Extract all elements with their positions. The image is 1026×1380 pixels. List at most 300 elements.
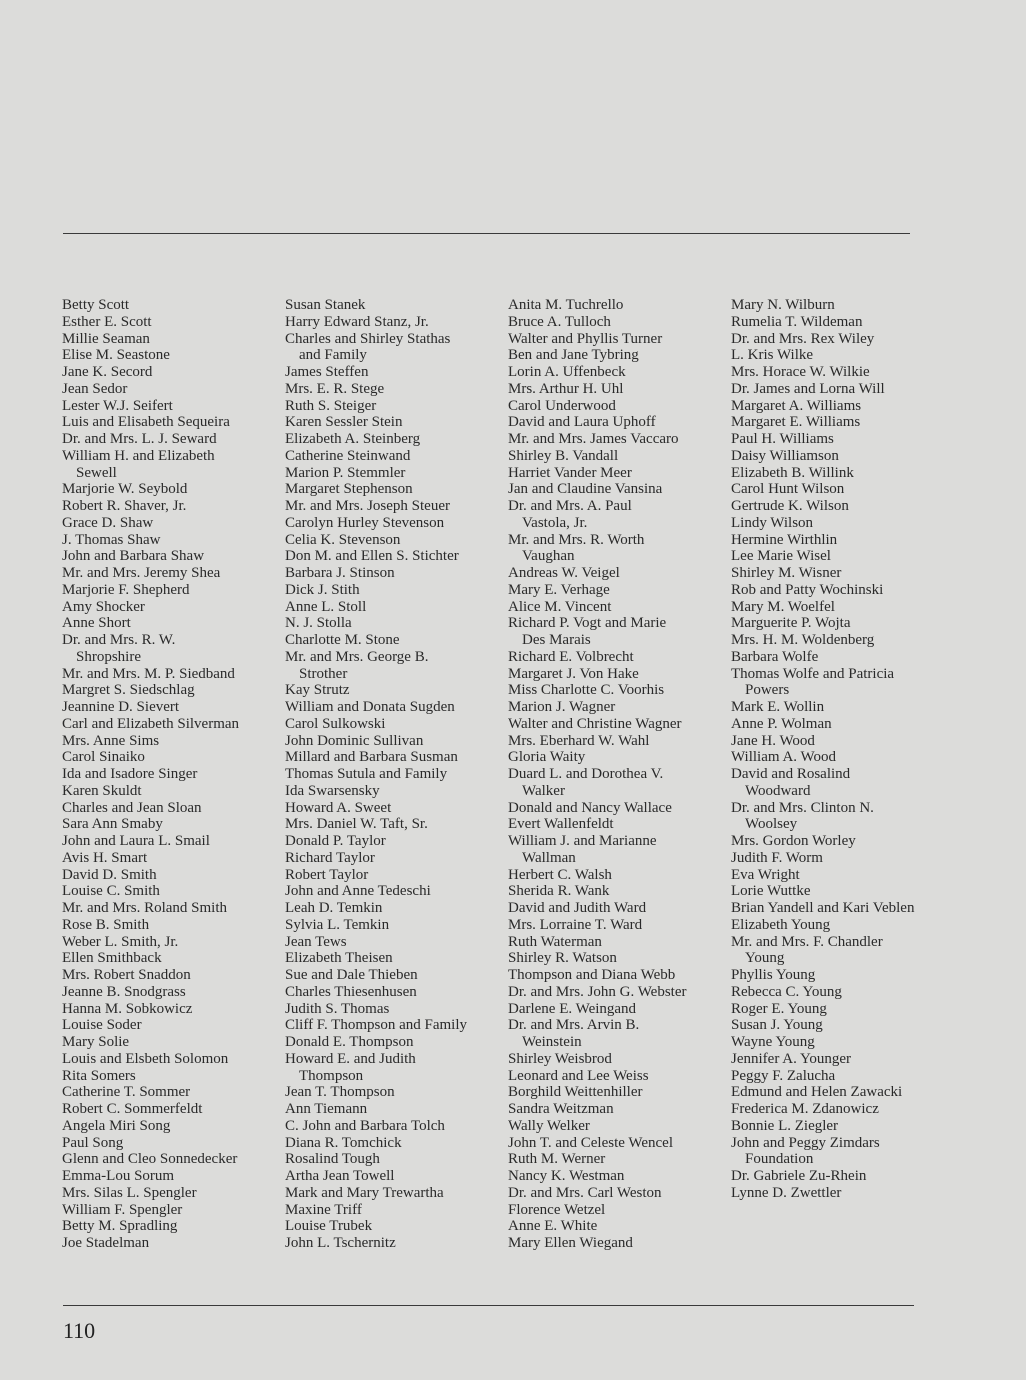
donor-name-line: Grace D. Shaw xyxy=(62,514,154,531)
donor-name-continuation: and Family xyxy=(299,347,367,364)
donor-entry xyxy=(508,565,687,582)
donor-name-line: Ben and Jane Tybring xyxy=(508,347,639,364)
donor-name-line: Mary N. Wilburn xyxy=(731,297,835,313)
donor-name-line: Robert C. Sommerfeldt xyxy=(62,1101,203,1117)
donor-name-line: Thomas Sutula and Family xyxy=(285,766,448,782)
donor-entry xyxy=(731,733,914,750)
donor-name-line: Walter and Phyllis Turner xyxy=(508,330,663,347)
donor-name-line: Jeannine D. Sievert xyxy=(62,699,180,715)
donor-entry xyxy=(62,1017,239,1034)
donor-name-line: Amy Shocker xyxy=(62,598,145,615)
donor-entry xyxy=(62,783,239,800)
donor-name-line: Gloria Waity xyxy=(508,749,586,766)
donor-name-line: Gertrude K. Wilson xyxy=(731,498,849,514)
donor-entry xyxy=(285,1235,467,1252)
donor-entry xyxy=(508,867,687,884)
donor-name-line: Sherida R. Wank xyxy=(508,883,610,900)
donor-entry xyxy=(731,364,914,381)
donor-name-continuation: Walker xyxy=(522,782,565,799)
donor-entry xyxy=(285,1202,467,1219)
donor-name-line: Dr. James and Lorna Will xyxy=(731,380,885,397)
donor-entry xyxy=(731,465,914,482)
donor-name-line: Mark and Mary Trewartha xyxy=(285,1184,444,1201)
donor-entry xyxy=(508,917,687,934)
donor-entry xyxy=(285,682,467,699)
donor-entry xyxy=(508,883,687,900)
donor-entry xyxy=(62,582,239,599)
donor-entry xyxy=(285,565,467,582)
donor-name-line: Howard E. and Judith xyxy=(285,1050,416,1067)
donor-entry xyxy=(508,414,687,431)
donor-name-line: William H. and Elizabeth xyxy=(62,447,215,464)
donor-name-line: Mr. and Mrs. F. Chandler xyxy=(731,933,883,950)
donor-entry xyxy=(62,749,239,766)
donor-name-line: Margaret E. Williams xyxy=(731,414,861,431)
donor-entry xyxy=(62,950,239,967)
donor-entry xyxy=(731,632,914,649)
donor-entry xyxy=(62,548,239,565)
donor-name-line: Marguerite P. Wojta xyxy=(731,615,851,632)
donor-entry xyxy=(285,1168,467,1185)
donor-name-line: John and Laura L. Smail xyxy=(62,833,210,849)
donor-name-line: Rebecca C. Young xyxy=(731,983,842,1000)
donor-name-line: John and Peggy Zimdars xyxy=(731,1134,880,1151)
donor-entry xyxy=(285,749,467,766)
donor-name-line: Betty M. Spradling xyxy=(62,1218,178,1235)
donor-entry xyxy=(285,934,467,951)
donor-name-line: C. John and Barbara Tolch xyxy=(285,1117,445,1134)
donor-name-line: Karen Skuldt xyxy=(62,782,142,799)
donor-name-continuation: Strother xyxy=(299,665,348,682)
donor-column-2 xyxy=(285,297,467,1252)
donor-entry xyxy=(285,431,467,448)
donor-column-1 xyxy=(62,297,239,1252)
donor-name-line: Barbara J. Stinson xyxy=(285,565,395,581)
donor-entry xyxy=(731,1001,914,1018)
donor-entry xyxy=(731,716,914,733)
donor-name-line: Mrs. Lorraine T. Ward xyxy=(508,916,643,933)
donor-entry xyxy=(508,1118,687,1135)
donor-name-line: Sue and Dale Thieben xyxy=(285,967,418,983)
donor-name-line: Louise Trubek xyxy=(285,1218,373,1235)
donor-entry xyxy=(731,800,914,834)
donor-name-line: Lorin A. Uffenbeck xyxy=(508,364,626,380)
donor-name-line: Mr. and Mrs. R. Worth xyxy=(508,531,645,548)
donor-name-line: Ruth Waterman xyxy=(508,933,602,950)
donor-entry xyxy=(62,632,239,666)
donor-name-line: David and Laura Uphoff xyxy=(508,414,656,431)
donor-entry xyxy=(62,984,239,1001)
donor-entry xyxy=(285,297,467,314)
donor-entry xyxy=(62,666,239,683)
donor-entry xyxy=(508,465,687,482)
donor-name-line: Betty Scott xyxy=(62,297,130,313)
donor-entry xyxy=(285,1218,467,1235)
donor-column-3 xyxy=(508,297,687,1252)
donor-entry xyxy=(62,816,239,833)
donor-entry xyxy=(62,448,239,482)
donor-name-line: Carol Sinaiko xyxy=(62,749,145,766)
donor-name-continuation: Young xyxy=(745,950,785,967)
donor-name-line: Mr. and Mrs. George B. xyxy=(285,648,429,665)
donor-name-line: Judith F. Worm xyxy=(731,849,823,866)
donor-name-line: Dr. and Mrs. Carl Weston xyxy=(508,1184,662,1201)
donor-entry xyxy=(285,481,467,498)
donor-entry xyxy=(508,1068,687,1085)
donor-entry xyxy=(731,867,914,884)
donor-entry xyxy=(285,649,467,683)
donor-entry xyxy=(62,599,239,616)
donor-name-line: David and Judith Ward xyxy=(508,900,647,916)
donor-entry xyxy=(285,1185,467,1202)
donor-entry xyxy=(62,481,239,498)
donor-entry xyxy=(508,582,687,599)
donor-entry xyxy=(62,1084,239,1101)
donor-name-line: John Dominic Sullivan xyxy=(285,732,424,749)
donor-entry xyxy=(508,1135,687,1152)
donor-entry xyxy=(285,766,467,783)
donor-entry xyxy=(508,1051,687,1068)
donor-name-line: Charles Thiesenhusen xyxy=(285,983,417,1000)
donor-entry xyxy=(285,599,467,616)
donor-name-line: Margaret A. Williams xyxy=(731,397,862,414)
donor-name-line: Marion P. Stemmler xyxy=(285,464,406,481)
donor-name-line: Dr. and Mrs. Arvin B. xyxy=(508,1017,640,1034)
donor-name-line: Shirley Weisbrod xyxy=(508,1050,612,1067)
donor-entry xyxy=(508,900,687,917)
donor-name-line: Sylvia L. Temkin xyxy=(285,916,390,933)
donor-entry xyxy=(62,398,239,415)
donor-entry xyxy=(731,599,914,616)
donor-entry xyxy=(62,381,239,398)
donor-entry xyxy=(508,1185,687,1202)
donor-entry xyxy=(731,666,914,700)
donor-entry xyxy=(731,967,914,984)
donor-name-continuation: Des Marais xyxy=(522,632,591,648)
donor-entry xyxy=(285,1034,467,1051)
donor-name-line: Wayne Young xyxy=(731,1034,815,1050)
donor-name-line: Jennifer A. Younger xyxy=(731,1050,851,1067)
donor-entry xyxy=(285,950,467,967)
donor-name-line: Mr. and Mrs. Joseph Steuer xyxy=(285,498,450,514)
donor-name-line: Mary M. Woelfel xyxy=(731,598,835,615)
donor-name-line: Duard L. and Dorothea V. xyxy=(508,766,664,782)
donor-name-line: Dr. Gabriele Zu-Rhein xyxy=(731,1168,867,1184)
donor-name-line: Mrs. Gordon Worley xyxy=(731,833,856,849)
donor-name-line: John T. and Celeste Wencel xyxy=(508,1134,673,1151)
donor-name-line: Jane K. Secord xyxy=(62,364,153,380)
donor-name-line: Jan and Claudine Vansina xyxy=(508,481,663,498)
donor-name-line: Borghild Weittenhiller xyxy=(508,1084,643,1101)
donor-entry xyxy=(62,1185,239,1202)
donor-name-line: Nancy K. Westman xyxy=(508,1168,625,1184)
donor-entry xyxy=(285,414,467,431)
donor-name-continuation: Woodward xyxy=(745,782,811,799)
donor-name-line: Kay Strutz xyxy=(285,682,350,699)
donor-name-line: William and Donata Sugden xyxy=(285,699,455,715)
donor-name-continuation: Weinstein xyxy=(522,1034,582,1050)
donor-entry xyxy=(62,850,239,867)
donor-name-line: Paul H. Williams xyxy=(731,431,834,447)
donor-name-line: Mary E. Verhage xyxy=(508,581,610,598)
donor-name-line: Bruce A. Tulloch xyxy=(508,313,611,330)
donor-name-line: John and Anne Tedeschi xyxy=(285,883,431,900)
donor-entry xyxy=(508,498,687,532)
donor-entry xyxy=(285,632,467,649)
donor-name-line: Elizabeth B. Willink xyxy=(731,464,854,481)
donor-name-line: Ida and Isadore Singer xyxy=(62,766,198,782)
donor-name-line: Margaret Stephenson xyxy=(285,481,413,498)
donor-entry xyxy=(285,548,467,565)
donor-name-line: Robert R. Shaver, Jr. xyxy=(62,498,187,514)
donor-entry xyxy=(508,314,687,331)
donor-entry xyxy=(285,917,467,934)
donor-entry xyxy=(285,1118,467,1135)
donor-entry xyxy=(285,867,467,884)
donor-name-line: Alice M. Vincent xyxy=(508,598,612,615)
donor-entry xyxy=(285,967,467,984)
donor-entry xyxy=(285,448,467,465)
donor-name-line: Dr. and Mrs. R. W. xyxy=(62,632,176,648)
donor-name-line: Cliff F. Thompson and Family xyxy=(285,1017,468,1034)
donor-name-line: Jean Tews xyxy=(285,933,347,950)
donor-entry xyxy=(731,297,914,314)
donor-entry xyxy=(285,783,467,800)
donor-entry xyxy=(285,1051,467,1085)
donor-entry xyxy=(508,364,687,381)
donor-entry xyxy=(62,800,239,817)
donor-entry xyxy=(508,666,687,683)
donor-name-line: Karen Sessler Stein xyxy=(285,414,403,431)
donor-entry xyxy=(508,800,687,817)
donor-entry xyxy=(508,984,687,1001)
donor-entry xyxy=(731,1168,914,1185)
donor-name-line: Susan J. Young xyxy=(731,1017,823,1034)
donor-name-line: Richard P. Vogt and Marie xyxy=(508,615,667,632)
donor-name-line: Don M. and Ellen S. Stichter xyxy=(285,548,459,565)
donor-name-line: David and Rosalind xyxy=(731,766,851,782)
donor-entry xyxy=(62,1101,239,1118)
donor-entry xyxy=(731,833,914,850)
donor-name-line: Ruth M. Werner xyxy=(508,1151,606,1168)
donor-entry xyxy=(62,1068,239,1085)
donor-entry xyxy=(731,414,914,431)
donor-entry xyxy=(285,1151,467,1168)
donor-entry xyxy=(62,682,239,699)
donor-name-line: Elizabeth Young xyxy=(731,916,831,933)
donor-name-line: Susan Stanek xyxy=(285,297,366,313)
donor-entry xyxy=(508,599,687,616)
donor-name-line: Paul Song xyxy=(62,1134,124,1151)
donor-name-line: Sandra Weitzman xyxy=(508,1101,614,1117)
donor-entry xyxy=(508,816,687,833)
donor-name-line: Louis and Elsbeth Solomon xyxy=(62,1050,229,1067)
donor-entry xyxy=(285,1135,467,1152)
donor-name-line: Shirley M. Wisner xyxy=(731,565,842,581)
donor-entry xyxy=(731,1101,914,1118)
donor-entry xyxy=(62,615,239,632)
donor-entry xyxy=(285,465,467,482)
donor-name-line: Jeanne B. Snodgrass xyxy=(62,983,186,1000)
donor-name-line: Mr. and Mrs. M. P. Siedband xyxy=(62,665,235,682)
donor-entry xyxy=(508,934,687,951)
donor-name-line: Hermine Wirthlin xyxy=(731,531,838,548)
donor-name-line: Edmund and Helen Zawacki xyxy=(731,1084,903,1101)
donor-entry xyxy=(508,431,687,448)
donor-name-line: Howard A. Sweet xyxy=(285,799,392,816)
donor-entry xyxy=(731,766,914,800)
donor-name-line: Marjorie W. Seybold xyxy=(62,481,188,498)
donor-name-line: Judith S. Thomas xyxy=(285,1000,390,1017)
donor-name-line: Dr. and Mrs. Rex Wiley xyxy=(731,330,875,347)
donor-entry xyxy=(285,833,467,850)
donor-entry xyxy=(508,833,687,867)
donor-name-line: Dick J. Stith xyxy=(285,581,360,598)
donor-name-line: Dr. and Mrs. A. Paul xyxy=(508,498,632,514)
donor-name-continuation: Vastola, Jr. xyxy=(522,514,588,531)
donor-entry xyxy=(731,582,914,599)
donor-entry xyxy=(731,1135,914,1169)
donor-name-line: Carol Hunt Wilson xyxy=(731,481,845,498)
donor-name-line: Shirley B. Vandall xyxy=(508,447,619,464)
donor-entry xyxy=(285,984,467,1001)
donor-name-line: Donald E. Thompson xyxy=(285,1034,414,1050)
donor-name-line: Rob and Patty Wochinski xyxy=(731,581,884,598)
donor-entry xyxy=(285,381,467,398)
donor-name-line: Glenn and Cleo Sonnedecker xyxy=(62,1151,238,1168)
donor-name-line: Walter and Christine Wagner xyxy=(508,715,682,732)
donor-name-line: Esther E. Scott xyxy=(62,313,152,330)
donor-entry xyxy=(62,347,239,364)
donor-entry xyxy=(62,716,239,733)
donor-entry xyxy=(731,850,914,867)
donor-entry xyxy=(62,1001,239,1018)
donor-name-line: James Steffen xyxy=(285,364,369,380)
donor-entry xyxy=(62,515,239,532)
donor-name-line: Jean Sedor xyxy=(62,380,128,397)
donor-name-line: Luis and Elisabeth Sequeira xyxy=(62,414,230,431)
donor-entry xyxy=(508,733,687,750)
donor-name-line: Mark E. Wollin xyxy=(731,699,825,715)
donor-name-line: Hanna M. Sobkowicz xyxy=(62,1000,193,1017)
donor-entry xyxy=(62,900,239,917)
donor-entry xyxy=(508,967,687,984)
donor-name-line: Bonnie L. Ziegler xyxy=(731,1117,839,1134)
donor-name-line: Marion J. Wagner xyxy=(508,699,616,715)
donor-name-line: Mrs. E. R. Stege xyxy=(285,380,385,397)
donor-entry xyxy=(731,883,914,900)
donor-entry xyxy=(731,699,914,716)
page-number: 110 xyxy=(63,1318,96,1343)
donor-entry xyxy=(62,532,239,549)
donor-name-line: Elizabeth A. Steinberg xyxy=(285,431,421,447)
donor-entry xyxy=(285,1001,467,1018)
donor-entry xyxy=(62,498,239,515)
donor-entry xyxy=(62,331,239,348)
donor-name-line: Leah D. Temkin xyxy=(285,900,383,916)
donor-entry xyxy=(62,934,239,951)
donor-name-line: Anne L. Stoll xyxy=(285,598,367,615)
donor-name-line: Harry Edward Stanz, Jr. xyxy=(285,313,429,330)
donor-name-line: Lindy Wilson xyxy=(731,514,814,531)
donor-name-line: Celia K. Stevenson xyxy=(285,531,401,548)
donor-entry xyxy=(731,498,914,515)
donor-name-line: Mrs. Horace W. Wilkie xyxy=(731,364,870,380)
donor-name-line: Ida Swarsensky xyxy=(285,782,380,799)
donor-name-line: Lorie Wuttke xyxy=(731,883,811,900)
donor-entry xyxy=(285,615,467,632)
donor-entry xyxy=(62,883,239,900)
donor-entry xyxy=(508,1001,687,1018)
donor-name-line: J. Thomas Shaw xyxy=(62,531,161,548)
donor-name-line: William A. Wood xyxy=(731,749,836,766)
donor-name-line: Charles and Shirley Stathas xyxy=(285,330,451,347)
donor-entry xyxy=(508,481,687,498)
donor-entry xyxy=(62,917,239,934)
donor-name-line: Margaret J. Von Hake xyxy=(508,665,639,682)
donor-entry xyxy=(285,699,467,716)
donor-entry xyxy=(285,883,467,900)
donor-name-line: Mr. and Mrs. Roland Smith xyxy=(62,900,228,916)
donor-entry xyxy=(62,297,239,314)
donor-name-continuation: Foundation xyxy=(745,1151,814,1168)
donor-name-line: Weber L. Smith, Jr. xyxy=(62,933,179,950)
donor-entry xyxy=(731,1068,914,1085)
donor-name-line: Donald P. Taylor xyxy=(285,833,386,849)
donor-name-line: Miss Charlotte C. Voorhis xyxy=(508,682,665,699)
donor-name-line: Richard E. Volbrecht xyxy=(508,648,634,665)
donor-entry xyxy=(731,934,914,968)
donor-entry xyxy=(508,1168,687,1185)
donor-name-line: Louise C. Smith xyxy=(62,883,160,900)
donor-name-line: Millie Seaman xyxy=(62,330,150,347)
donor-entry xyxy=(731,381,914,398)
donor-entry xyxy=(731,532,914,549)
donor-name-line: Wally Welker xyxy=(508,1117,590,1134)
donor-entry xyxy=(285,1017,467,1034)
donor-name-line: Lee Marie Wisel xyxy=(731,548,831,565)
donor-entry xyxy=(62,1034,239,1051)
donor-entry xyxy=(731,398,914,415)
donor-entry xyxy=(508,950,687,967)
donor-entry xyxy=(62,1168,239,1185)
donor-entry xyxy=(285,733,467,750)
bottom-rule xyxy=(63,1305,914,1306)
donor-name-line: Leonard and Lee Weiss xyxy=(508,1067,649,1084)
donor-name-line: Catherine T. Sommer xyxy=(62,1084,191,1101)
donor-name-line: Carl and Elizabeth Silverman xyxy=(62,715,240,732)
donor-name-line: Mrs. H. M. Woldenberg xyxy=(731,632,875,648)
donor-name-line: Ellen Smithback xyxy=(62,950,162,967)
donor-name-line: Florence Wetzel xyxy=(508,1201,606,1218)
donor-entry xyxy=(508,1202,687,1219)
donor-name-line: Rita Somers xyxy=(62,1067,136,1084)
donor-entry xyxy=(508,1151,687,1168)
donor-name-line: Brian Yandell and Kari Veblen xyxy=(731,900,915,916)
donor-entry xyxy=(508,615,687,649)
donor-entry xyxy=(62,1218,239,1235)
donor-name-line: Mary Solie xyxy=(62,1034,130,1050)
donor-name-line: Emma-Lou Sorum xyxy=(62,1168,175,1184)
donor-name-line: Thompson and Diana Webb xyxy=(508,967,676,983)
donor-name-line: Rose B. Smith xyxy=(62,916,150,933)
donor-entry xyxy=(285,331,467,365)
donor-name-line: Anne P. Wolman xyxy=(731,715,832,732)
donor-entry xyxy=(508,1084,687,1101)
donor-entry xyxy=(508,682,687,699)
donor-entry xyxy=(508,716,687,733)
donor-entry xyxy=(731,515,914,532)
